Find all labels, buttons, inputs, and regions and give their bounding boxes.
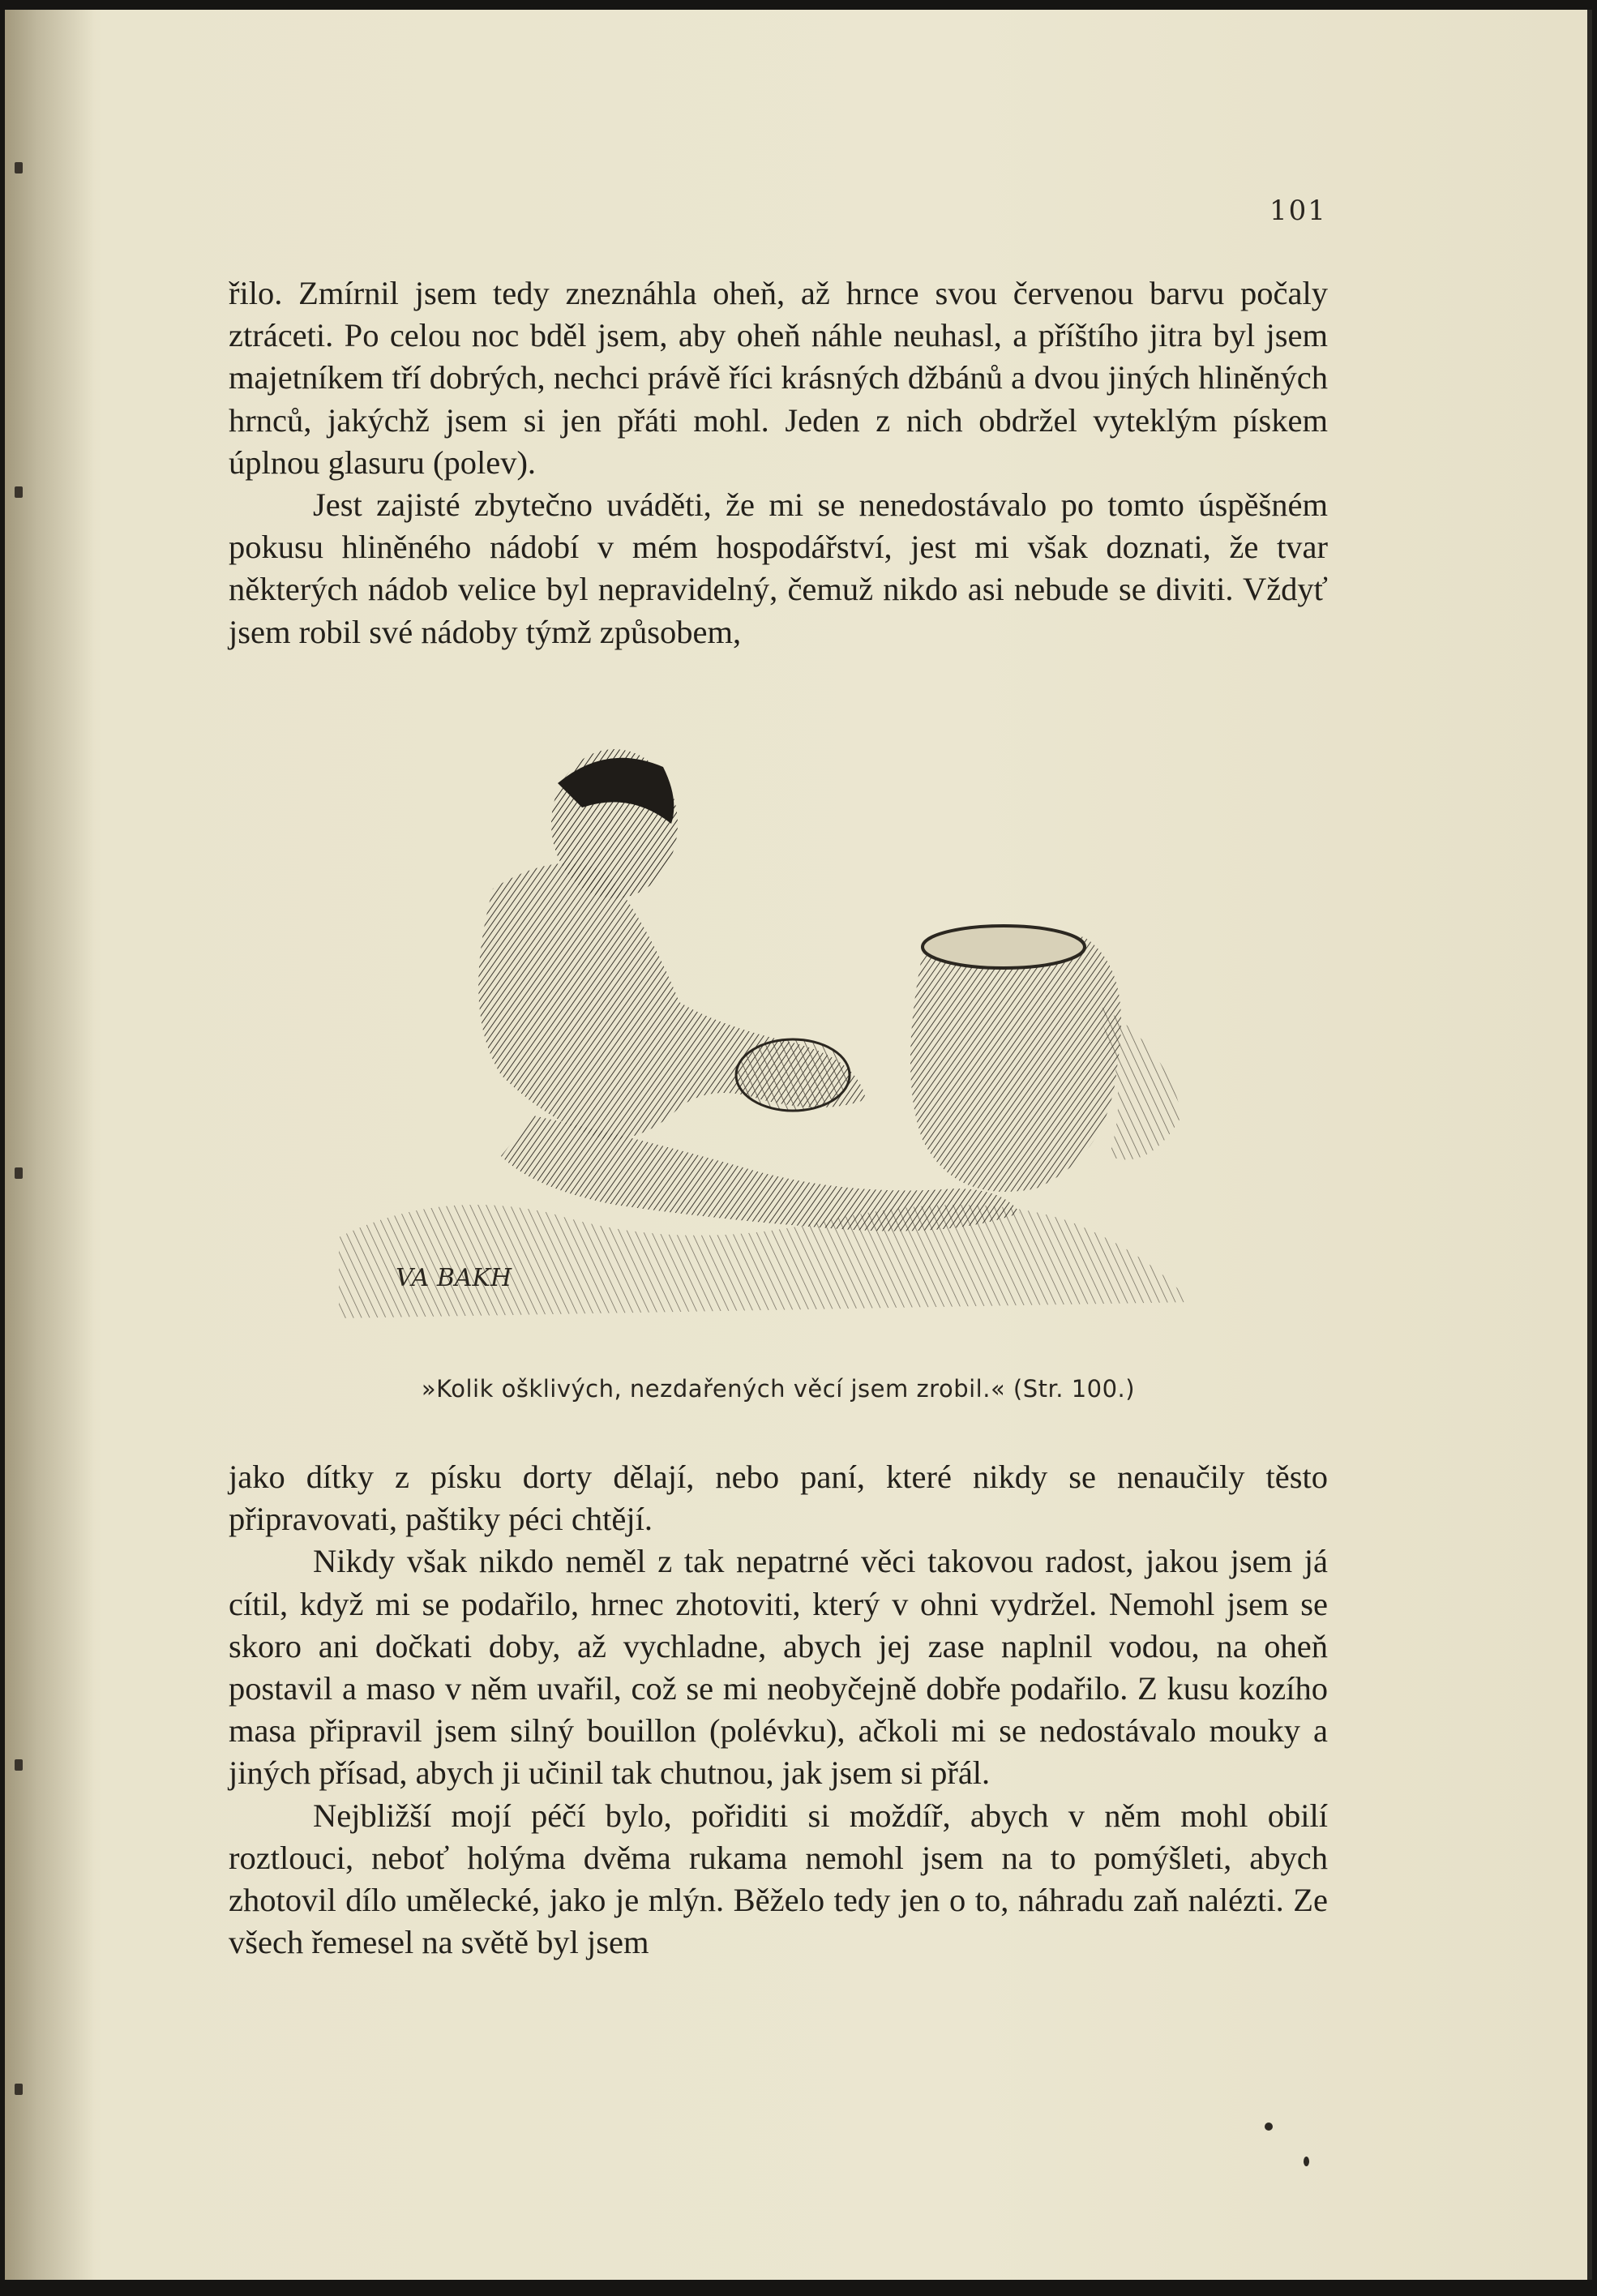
gutter-shadow (5, 10, 94, 2280)
paragraph: Nejbližší mojí péčí bylo, pořiditi si moždíř, abych v něm mohl obilí roztlouci, neboť holýma dvěma rukama nemohl jsem na to pomýšleti, abych zhotovil dílo umělecké, jako je mlýn. Běželo tedy jen o to, náhradu zaň nalézti. Ze všech řemesel na světě byl jsem (229, 1797, 1328, 1961)
margin-mark (15, 2084, 23, 2095)
text-block-bottom (229, 1456, 1328, 1964)
text-block-top (229, 272, 1328, 653)
page-number: 101 (1269, 195, 1327, 227)
ink-speck (1304, 2157, 1309, 2166)
paragraph: řilo. Zmírnil jsem tedy zneznáhla oheň, až hrnce svou červenou barvu počaly ztráceti. Po celou noc bděl jsem, aby oheň náhle neuhasl, a příštího jitra byl jsem majetníkem tří dobrých, nechci právě říci krásných džbánů a dvou jiných hliněných hrnců, jakýchž jsem si jen přáti mohl. Jeden z nich obdržel vyteklým pískem úplnou glasuru (polev). (229, 275, 1328, 481)
margin-mark (15, 162, 23, 173)
pot-rim-shape (923, 926, 1085, 968)
ink-speck (1265, 2123, 1273, 2131)
clay-lump-shape (736, 1039, 850, 1111)
margin-mark (15, 1167, 23, 1179)
margin-mark (15, 486, 23, 498)
paragraph: Jest zajisté zbytečno uváděti, že mi se nenedostávalo po tomto úspěšném pokusu hliněného nádobí v mém hospodářství, jest mi však doznati, že tvar některých nádob velice byl nepravidelný, čemuž nikdo asi nebude se diviti. Vždyť jsem robil své nádoby týmž způsobem, (229, 486, 1328, 650)
illustration-caption: »Kolik ošklivých, nezdařených věcí jsem zrobil.« (Str. 100.) (421, 1375, 1136, 1403)
margin-mark (15, 1759, 23, 1771)
artist-signature: VA BAKH (396, 1264, 512, 1292)
paragraph: Nikdy však nikdo neměl z tak nepatrné věci takovou radost, jakou jsem já cítil, když mi se podařilo, hrnec zhotoviti, který v ohni vydržel. Nemohl jsem se skoro ani dočkati doby, až vychladne, abych jej zase naplnil vodou, na oheň postavil a maso v něm uvařil, což se mi neobyčejně dobře podařilo. Z kusu kozího masa připravil jsem silný bouillon (polévku), ačkoli mi se nedostávalo mouky a jiných přísad, abych ji učinil tak chutnou, jak jsem si přál. (229, 1543, 1328, 1792)
illustration-engraving (339, 735, 1222, 1318)
clay-pot-shape (910, 932, 1121, 1192)
paragraph: jako dítky z písku dorty dělají, nebo paní, které nikdy se nenaučily těsto připravovati, paštiky péci chtějí. (229, 1459, 1328, 1538)
